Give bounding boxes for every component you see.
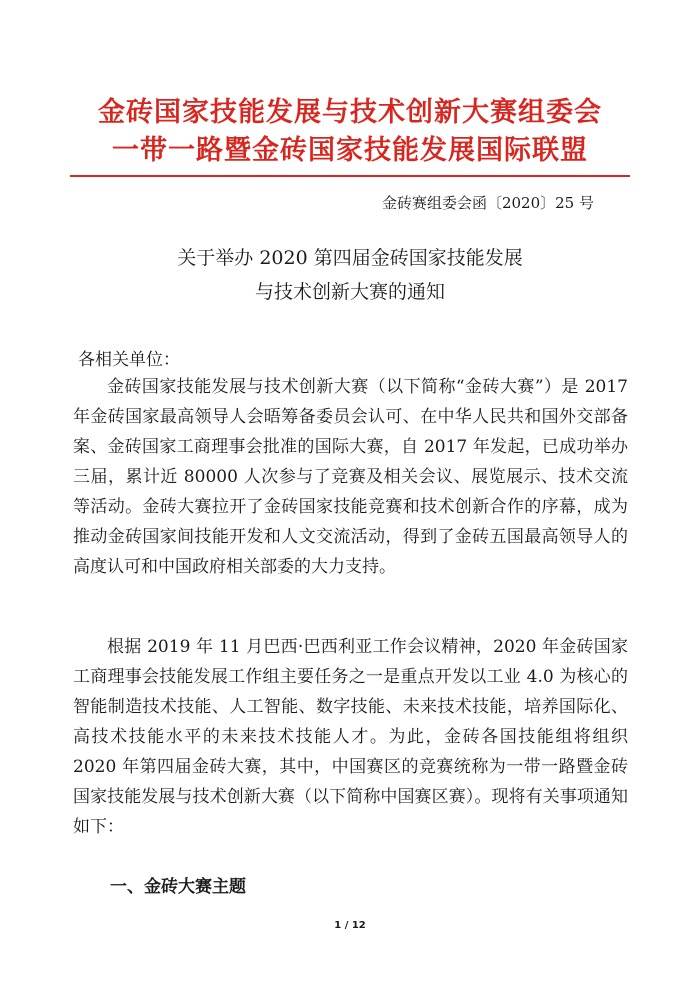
body-paragraph-1: 金砖国家技能发展与技术创新大赛（以下简称“金砖大赛”）是 2017 年金砖国家最高领导人会晤筹备委员会认可、在中华人民共和国外交部备案、金砖国家工商理事会批准的国际大赛，自 2017 年发起，已成功举办三届，累计近 80000 人次参与了竞赛及相关会议、展览展示、技术交流等活动。金砖大赛拉开了金砖国家技能竞赛和技术创新合作的序幕，成为推动金砖国家间技能开发和人文交流活动，得到了金砖五国最高领导人的高度认可和中国政府相关部委的大力支持。 <box>73 377 628 577</box>
section-heading: 一、金砖大赛主题 <box>110 877 246 897</box>
document-reference-number: 金砖赛组委会函〔2020〕25 号 <box>381 194 594 212</box>
letterhead-divider <box>70 175 630 177</box>
salutation: 各相关单位： <box>78 350 180 370</box>
letterhead-line-1: 金砖国家技能发展与技术创新大赛组委会 <box>98 97 602 128</box>
page-number: 1 / 12 <box>334 920 366 931</box>
body-paragraph-2: 根据 2019 年 11 月巴西·巴西利亚工作会议精神，2020 年金砖国家工商理事会技能发展工作组主要任务之一是重点开发以工业 4.0 为核心的智能制造技术技能、人工智能、数字技能、未来技术技能，培养国际化、高技术技能水平的未来技术技能人才。为此，金砖各国技能组将组织 2020 年第四届金砖大赛，其中，中国赛区的竞赛统称为一带一路暨金砖国家技能发展与技术创新大赛（以下简称中国赛区赛）。现将有关事项通知如下： <box>73 637 628 837</box>
document-title-line-1: 关于举办 2020 第四届金砖国家技能发展 <box>177 247 523 269</box>
letterhead-line-2: 一带一路暨金砖国家技能发展国际联盟 <box>112 135 588 166</box>
document-title-line-2: 与技术创新大赛的通知 <box>254 281 445 303</box>
